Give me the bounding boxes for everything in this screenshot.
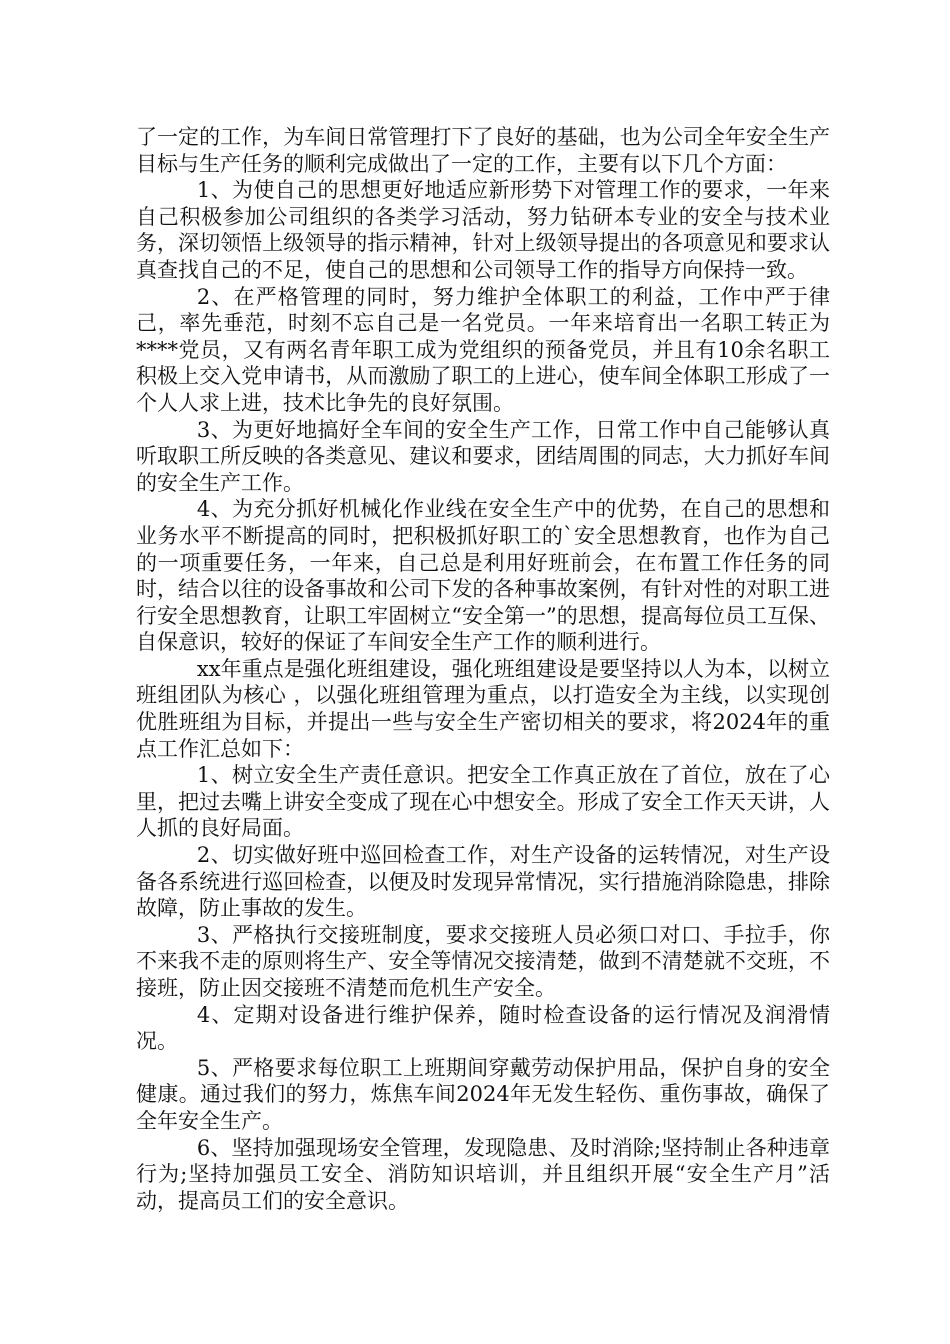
paragraph-point-2-inspection: 2、切实做好班中巡回检查工作，对生产设备的运转情况，对生产设备各系统进行巡回检查，以便及时发现异常情况，实行措施消除隐患，排除故障，防止事故的发生。 bbox=[136, 843, 830, 921]
paragraph-item-4-education: 4、为充分抓好机械化作业线在安全生产中的优势，在自己的思想和业务水平不断提高的同时，把积极抓好职工的`安全思想教育，也作为自己的一项重要任务，一年来，自己总是利用好班前会，在布置工作任务的同时，结合以往的设备事故和公司下发的各种事故案例，有针对性的对职工进行安全思想教育，让职工牢固树立“安全第一”的思想，提高每位员工互保、自保意识，较好的保证了车间安全生产工作的顺利进行。 bbox=[136, 497, 830, 655]
paragraph-item-3-listening: 3、为更好地搞好全车间的安全生产工作，日常工作中自己能够认真听取职工所反映的各类意见、建议和要求，团结周围的同志，大力抓好车间的安全生产工作。 bbox=[136, 417, 830, 495]
document-body bbox=[136, 124, 830, 1214]
paragraph-point-3-shift-handover: 3、严格执行交接班制度，要求交接班人员必须口对口、手拉手，你不来我不走的原则将生产、安全等情况交接清楚，做到不清楚就不交班，不接班，防止因交接班不清楚而危机生产安全。 bbox=[136, 922, 830, 1000]
paragraph-point-5-protection: 5、严格要求每位职工上班期间穿戴劳动保护用品，保护自身的安全健康。通过我们的努力，炼焦车间2024年无发生轻伤、重伤事故，确保了全年安全生产。 bbox=[136, 1055, 830, 1133]
paragraph-point-6-site-safety: 6、坚持加强现场安全管理，发现隐患、及时消除;坚持制止各种违章行为;坚持加强员工安全、消防知识培训，并且组织开展“安全生产月”活动，提高员工们的安全意识。 bbox=[136, 1135, 830, 1213]
paragraph-point-1-responsibility: 1、树立安全生产责任意识。把安全工作真正放在了首位，放在了心里，把过去嘴上讲安全变成了现在心中想安全。形成了安全工作天天讲，人人抓的良好局面。 bbox=[136, 763, 830, 841]
paragraph-item-1-study: 1、为使自己的思想更好地适应新形势下对管理工作的要求，一年来自己积极参加公司组织的各类学习活动，努力钻研本专业的安全与技术业务，深切领悟上级领导的指示精神，针对上级领导提出的各项意见和要求认真查找自己的不足，使自己的思想和公司领导工作的指导方向保持一致。 bbox=[136, 178, 830, 282]
paragraph-intro: 了一定的工作，为车间日常管理打下了良好的基础，也为公司全年安全生产目标与生产任务的顺利完成做出了一定的工作，主要有以下几个方面： bbox=[136, 125, 830, 176]
paragraph-item-2-discipline: 2、在严格管理的同时，努力维护全体职工的利益，工作中严于律己，率先垂范，时刻不忘自己是一名党员。一年来培育出一名职工转正为****党员，又有两名青年职工成为党组织的预备党员，并且有10余名职工积极上交入党申请书，从而激励了职工的上进心，使车间全体职工形成了一个人人求上进，技术比争先的良好氛围。 bbox=[136, 284, 830, 415]
paragraph-point-4-maintenance: 4、定期对设备进行维护保养，随时检查设备的运行情况及润滑情况。 bbox=[136, 1002, 830, 1054]
paragraph-team-building: xx年重点是强化班组建设，强化班组建设是要坚持以人为本，以树立班组团队为核心 ，以强化班组管理为重点，以打造安全为主线，以实现创优胜班组为目标，并提出一些与安全生产密切相关的要求，将2024年的重点工作汇总如下： bbox=[136, 656, 830, 761]
